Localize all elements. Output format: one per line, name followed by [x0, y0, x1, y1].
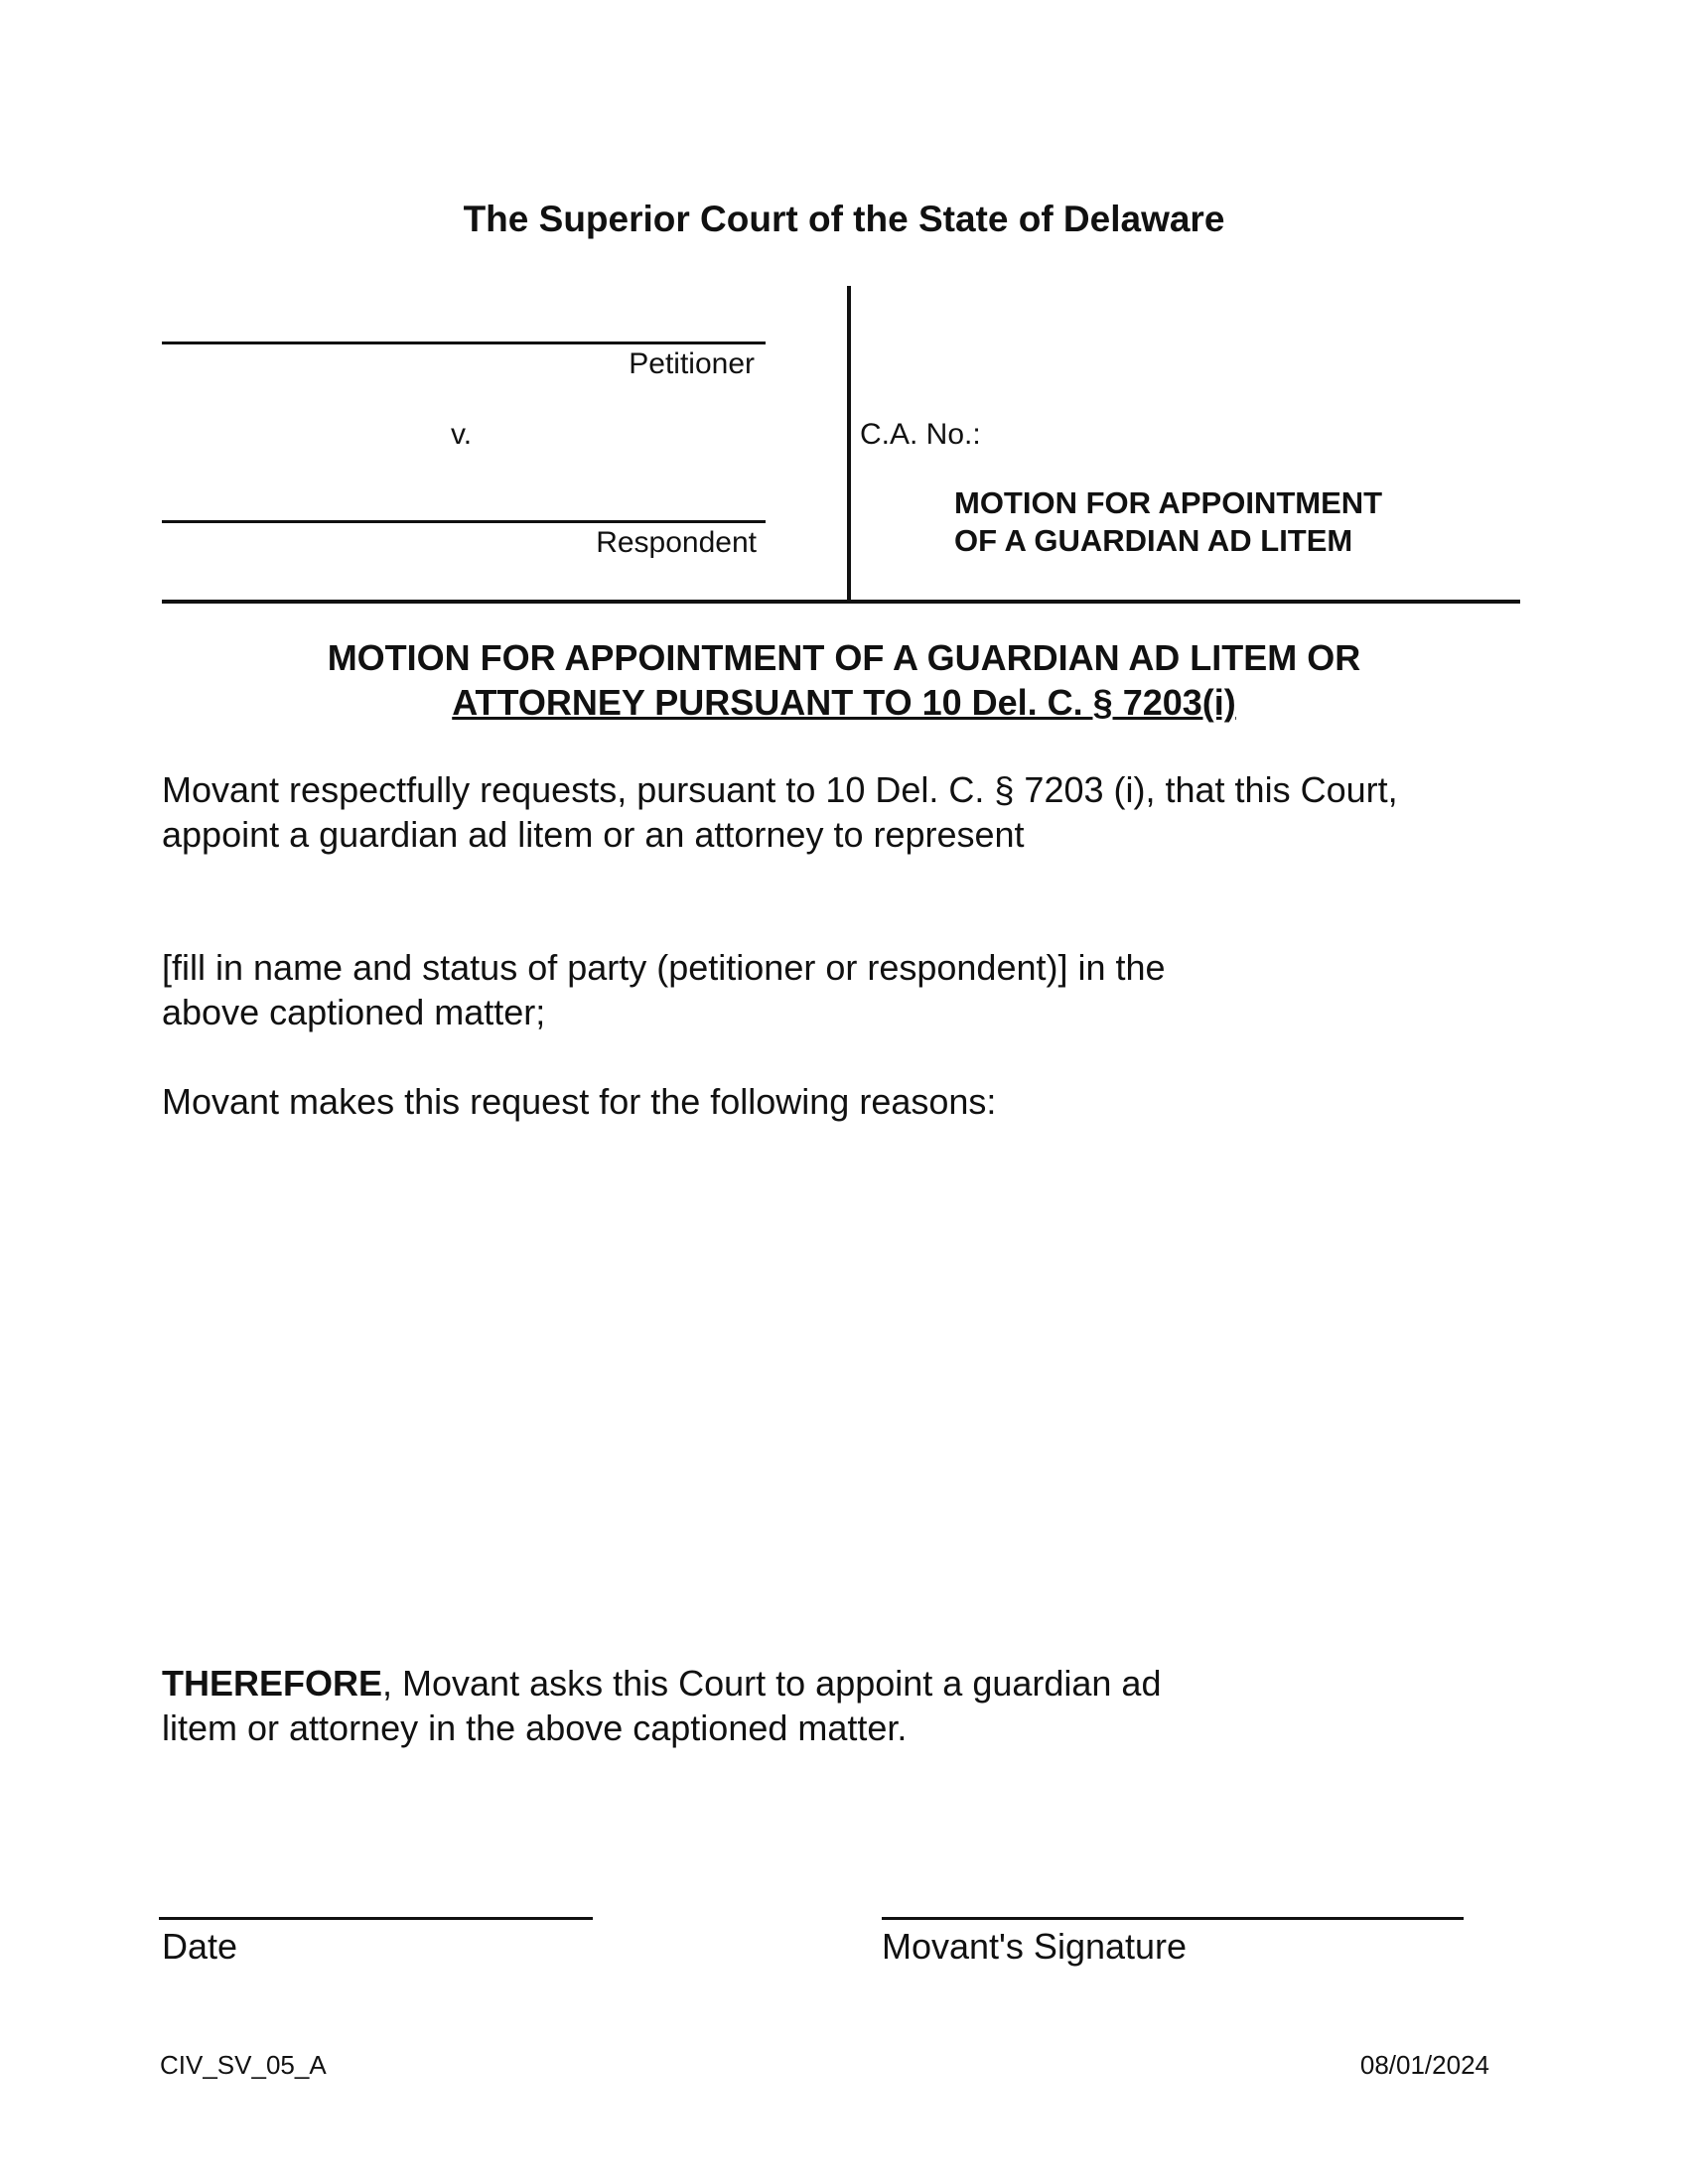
party-name-field[interactable] — [162, 864, 1522, 943]
motion-heading-line1: MOTION FOR APPOINTMENT OF A GUARDIAN AD LITEM OR — [327, 637, 1361, 678]
date-label: Date — [162, 1926, 238, 1967]
petitioner-name-line[interactable] — [162, 341, 766, 344]
respondent-name-line[interactable] — [162, 520, 766, 523]
caption-divider-vertical — [847, 286, 851, 602]
caption-title — [954, 484, 1382, 560]
petitioner-label: Petitioner — [629, 347, 755, 380]
versus-label: v. — [451, 418, 473, 451]
caption-title-line2: OF A GUARDIAN AD LITEM — [954, 523, 1353, 558]
case-number-field[interactable] — [1003, 409, 1499, 453]
signature-line[interactable] — [882, 1917, 1464, 1920]
request-line1: Movant respectfully requests, pursuant to 10 Del. C. § 7203 (i), that this Court, — [162, 769, 1398, 810]
request-line2: appoint a guardian ad litem or an attorney to represent — [162, 814, 1025, 855]
therefore-line1 — [162, 1661, 1336, 1706]
therefore-bold: THEREFORE — [162, 1663, 383, 1704]
respondent-label: Respondent — [596, 526, 757, 559]
therefore-paragraph — [162, 1661, 1336, 1750]
form-code: CIV_SV_05_A — [160, 2050, 327, 2080]
therefore-line2: litem or attorney in the above captioned matter. — [162, 1707, 908, 1748]
motion-heading — [0, 635, 1688, 725]
caption-title-line1: MOTION FOR APPOINTMENT — [954, 485, 1383, 520]
case-number-label: C.A. No.: — [860, 418, 981, 451]
reasons-field[interactable] — [162, 1137, 1522, 1643]
motion-heading-line2: ATTORNEY PURSUANT TO 10 Del. C. § 7203(i) — [452, 682, 1236, 723]
court-title: The Superior Court of the State of Delaware — [463, 199, 1225, 239]
reasons-intro: Movant makes this request for the following reasons: — [162, 1081, 997, 1122]
revision-date: 08/01/2024 — [1359, 2050, 1489, 2080]
date-line[interactable] — [159, 1917, 593, 1920]
signature-label: Movant's Signature — [882, 1926, 1188, 1967]
caption-divider-horizontal — [162, 600, 1520, 604]
fill-in-paragraph — [162, 945, 1363, 1034]
therefore-rest: , Movant asks this Court to appoint a guardian ad — [382, 1663, 1162, 1704]
request-paragraph — [162, 767, 1552, 857]
fill-in-line2: above captioned matter; — [162, 992, 546, 1032]
fill-in-line1: [fill in name and status of party (petitioner or respondent)] in the — [162, 947, 1166, 988]
